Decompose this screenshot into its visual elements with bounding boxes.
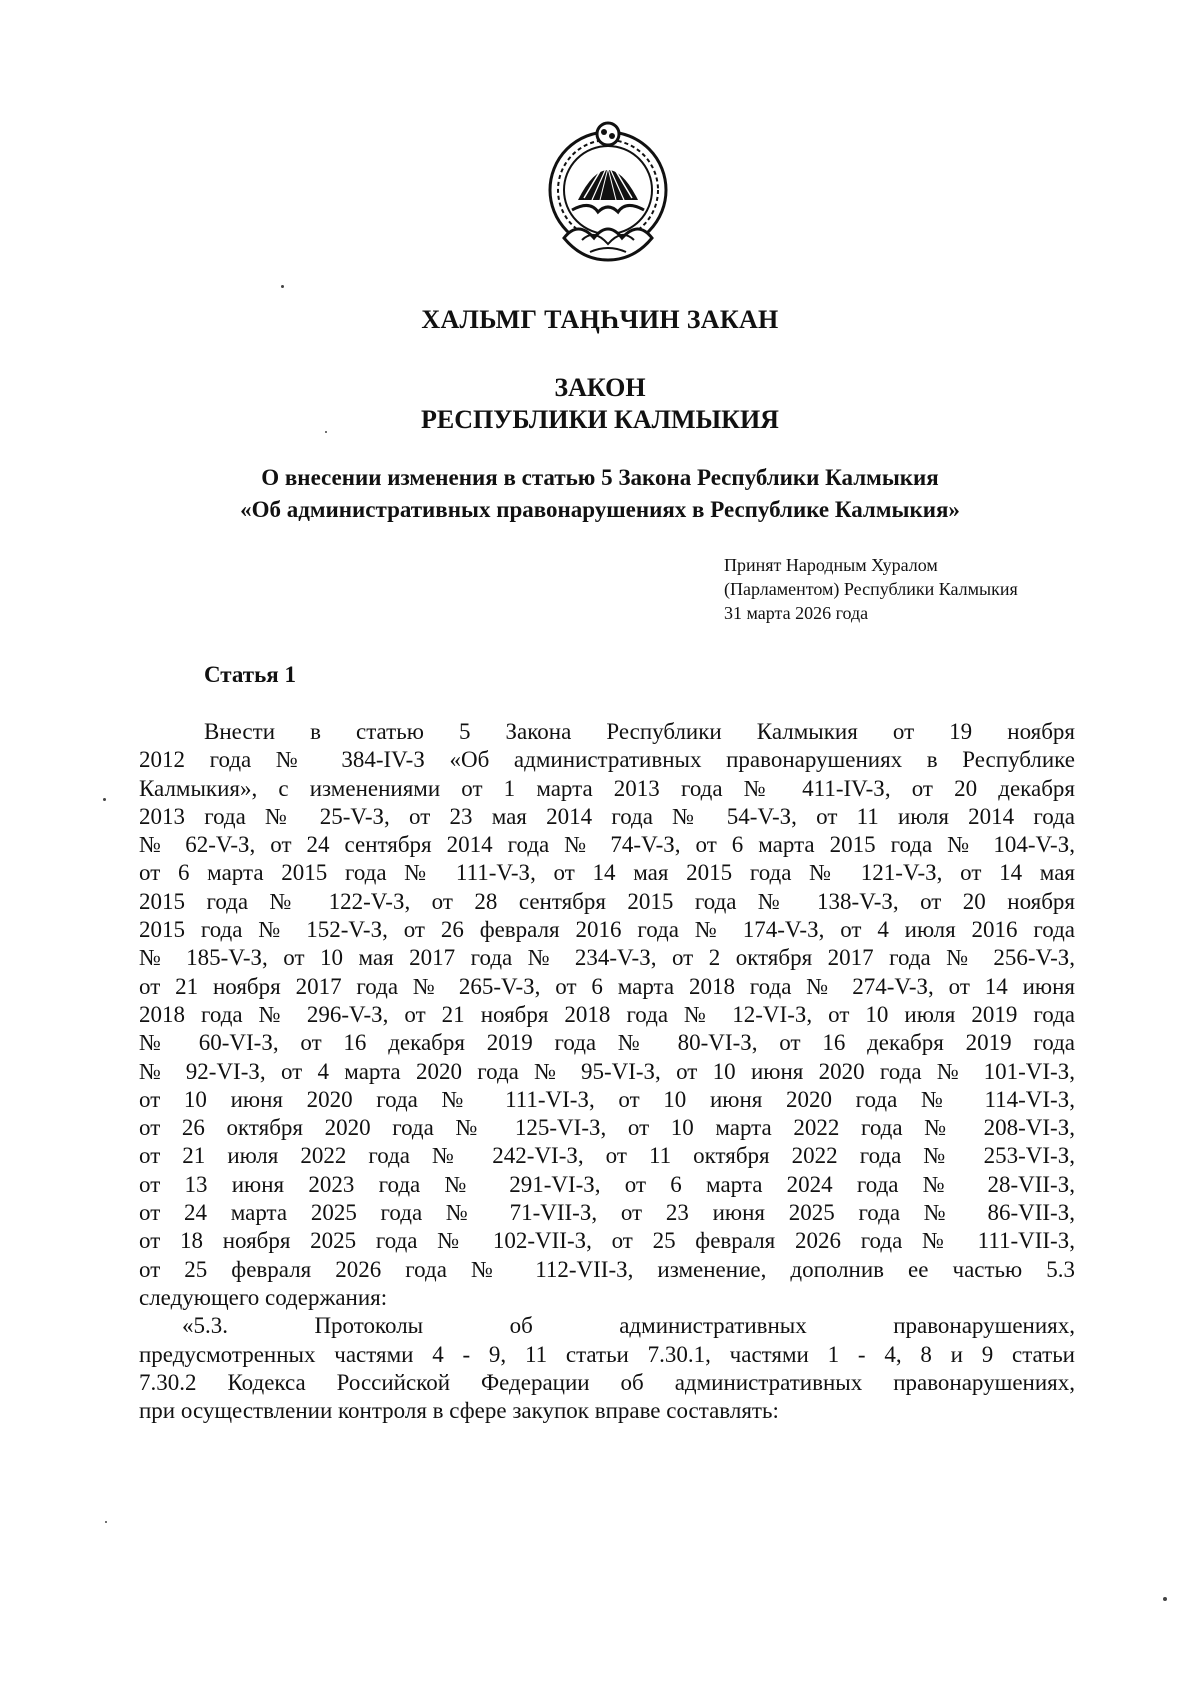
title-kalmyk: ХАЛЬМГ ТАҢҺЧИН ЗАКАН <box>421 305 779 334</box>
article-body <box>139 718 1075 1425</box>
scan-speck <box>281 285 284 288</box>
body-line: от 21 июля 2022 года № 242-VI-З, от 11 октября 2022 года № 253-VI-З, <box>139 1143 1075 1169</box>
law-subject-line2: «Об административных правонарушениях в Республике Калмыкия» <box>240 497 960 522</box>
body-line: следующего содержания: <box>139 1284 388 1310</box>
law-title-line1: ЗАКОН <box>554 373 646 402</box>
body-line: 2013 года № 25-V-З, от 23 мая 2014 года № 54-V-З, от 11 июля 2014 года <box>139 803 1075 829</box>
law-subject <box>0 462 1200 526</box>
body-line: 2012 года № 384-IV-З «Об административных правонарушениях в Республике <box>139 747 1075 773</box>
law-title <box>0 372 1200 436</box>
quote-line: при осуществлении контроля в сфере закупок вправе составлять: <box>139 1398 779 1424</box>
quote-line: 7.30.2 Кодекса Российской Федерации об административных правонарушениях, <box>139 1369 1075 1395</box>
quote-line: «5.3. Протоколы об административных правонарушениях, <box>182 1313 1075 1339</box>
scan-speck <box>105 1521 107 1523</box>
law-title-line2: РЕСПУБЛИКИ КАЛМЫКИЯ <box>421 405 779 434</box>
body-line: от 13 июня 2023 года № 291-VI-З, от 6 марта 2024 года № 28-VII-З, <box>139 1171 1075 1197</box>
law-subject-line1: О внесении изменения в статью 5 Закона Республики Калмыкия <box>261 465 939 490</box>
body-line: от 25 февраля 2026 года № 112-VII-З, изменение, дополнив ее частью 5.3 <box>139 1256 1075 1282</box>
article-heading: Статья 1 <box>204 662 296 687</box>
quote-line: предусмотренных частями 4 - 9, 11 статьи 7.30.1, частями 1 - 4, 8 и 9 статьи <box>139 1341 1075 1367</box>
body-line: Внести в статью 5 Закона Республики Калмыкия от 19 ноября <box>204 719 1075 744</box>
body-line: № 62-V-З, от 24 сентября 2014 года № 74-V-З, от 6 марта 2015 года № 104-V-З, <box>139 832 1075 858</box>
adoption-line1: Принят Народным Хуралом <box>724 555 938 575</box>
scan-speck <box>103 798 106 801</box>
body-line: 2015 года № 152-V-З, от 26 февраля 2016 года № 174-V-З, от 4 июля 2016 года <box>139 917 1075 943</box>
adoption-date: 31 марта 2026 года <box>724 603 869 623</box>
body-line: от 21 ноября 2017 года № 265-V-З, от 6 марта 2018 года № 274-V-З, от 14 июня <box>139 973 1075 999</box>
kalmykia-coat-of-arms-icon <box>538 120 678 270</box>
body-line: № 60-VI-З, от 16 декабря 2019 года № 80-VI-З, от 16 декабря 2019 года <box>139 1030 1075 1056</box>
body-line: от 18 ноября 2025 года № 102-VII-З, от 25 февраля 2026 года № 111-VII-З, <box>139 1228 1075 1254</box>
scan-speck <box>325 431 327 433</box>
body-line: 2015 года № 122-V-З, от 28 сентября 2015 года № 138-V-З, от 20 ноября <box>139 888 1075 914</box>
body-line: № 185-V-З, от 10 мая 2017 года № 234-V-З, от 2 октября 2017 года № 256-V-З, <box>139 945 1075 971</box>
body-line: от 10 июня 2020 года № 111-VI-З, от 10 июня 2020 года № 114-VI-З, <box>139 1086 1075 1112</box>
scan-speck <box>1163 1597 1167 1601</box>
body-line: от 6 марта 2015 года № 111-V-З, от 14 мая 2015 года № 121-V-З, от 14 мая <box>139 860 1075 886</box>
adoption-line2: (Парламентом) Республики Калмыкия <box>724 579 1018 599</box>
body-line: от 26 октября 2020 года № 125-VI-З, от 10 марта 2022 года № 208-VI-З, <box>139 1115 1075 1141</box>
body-line: № 92-VI-З, от 4 марта 2020 года № 95-VI-З, от 10 июня 2020 года № 101-VI-З, <box>139 1058 1075 1084</box>
adoption-note <box>724 553 1018 625</box>
body-line: 2018 года № 296-V-З, от 21 ноября 2018 года № 12-VI-З, от 10 июля 2019 года <box>139 1001 1075 1027</box>
body-line: от 24 марта 2025 года № 71-VII-З, от 23 июня 2025 года № 86-VII-З, <box>139 1200 1075 1226</box>
body-line: Калмыкия», с изменениями от 1 марта 2013 года № 411-IV-З, от 20 декабря <box>139 775 1075 801</box>
